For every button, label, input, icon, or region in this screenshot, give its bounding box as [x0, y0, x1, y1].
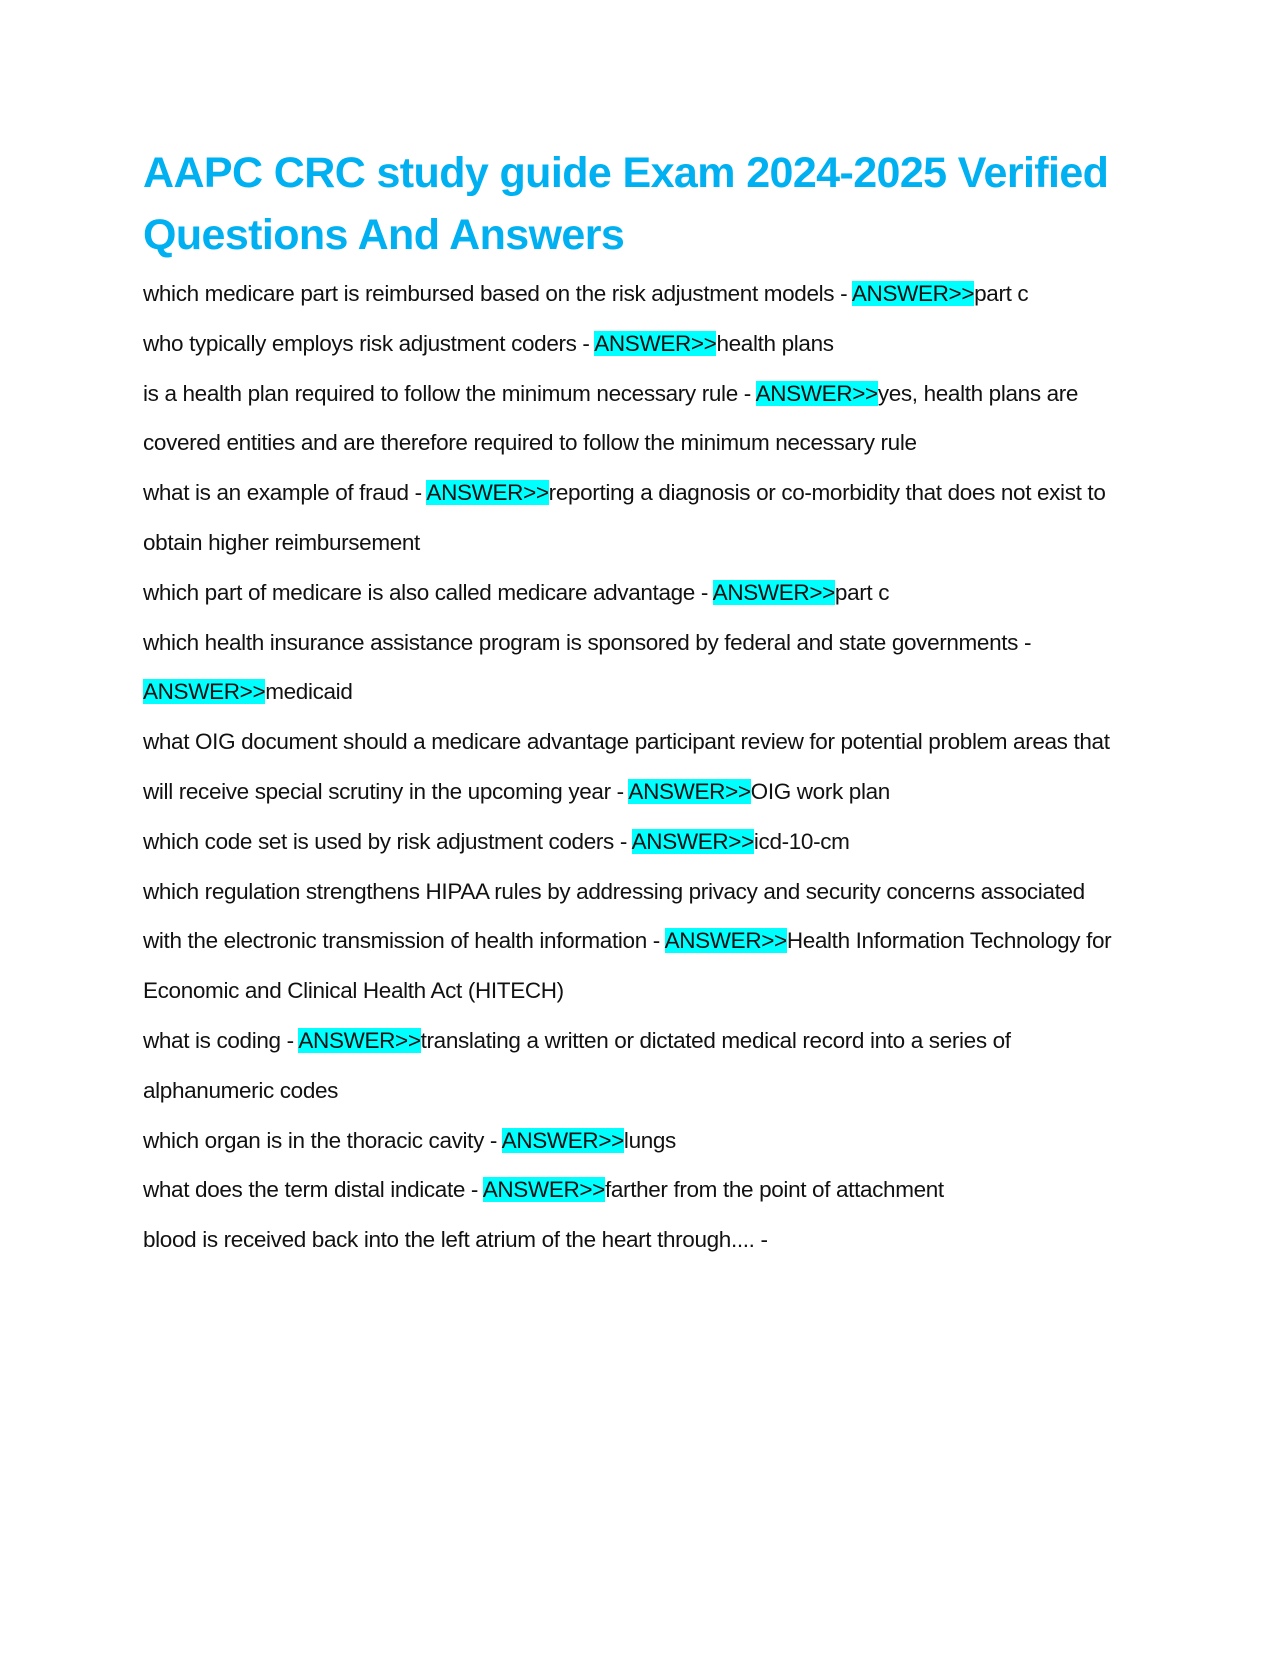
qa-item	[143, 618, 1118, 718]
question-text: what does the term distal indicate -	[143, 1177, 483, 1203]
qa-item	[143, 1165, 1118, 1215]
qa-item	[143, 468, 1118, 568]
question-text: which health insurance assistance program is sponsored by federal and state governments -	[143, 629, 1032, 655]
answer-marker: ANSWER>>	[851, 281, 975, 306]
answer-marker: ANSWER>>	[628, 778, 751, 804]
qa-item	[143, 817, 1118, 867]
answer-text: part c	[974, 281, 1029, 306]
answer-marker: ANSWER>>	[664, 928, 787, 954]
question-text: which regulation strengthens HIPAA rules by addressing privacy and security concerns associated with the electronic transmission of health information -	[143, 878, 1085, 954]
question-text: which organ is in the thoracic cavity -	[143, 1127, 502, 1153]
answer-text: medicaid	[265, 679, 353, 705]
document-title: AAPC CRC study guide Exam 2024-2025 Verified Questions And Answers	[143, 149, 1109, 259]
question-text: which medicare part is reimbursed based on the risk adjustment models -	[143, 281, 852, 306]
answer-marker: ANSWER>>	[298, 1027, 421, 1053]
question-text: what is coding -	[143, 1027, 299, 1053]
question-text: what OIG document should a medicare advantage participant review for potential problem areas that will receive special scrutiny in the upcoming year -	[143, 729, 1110, 804]
question-text: which part of medicare is also called medicare advantage -	[143, 579, 713, 605]
qa-item	[143, 1215, 1118, 1265]
answer-marker: ANSWER>>	[594, 330, 717, 356]
qa-item	[143, 269, 1118, 319]
qa-item	[143, 1016, 1118, 1116]
question-text: what is an example of fraud -	[143, 480, 427, 506]
answer-text: farther from the point of attachment	[604, 1177, 944, 1203]
answer-text: part c	[834, 579, 890, 605]
answer-text: yes, health plans are covered entities and are therefore required to follow the minimum necessary rule	[143, 380, 1079, 456]
answer-text: lungs	[623, 1127, 676, 1153]
answer-marker: ANSWER>>	[501, 1127, 624, 1153]
answer-text: reporting a diagnosis or co-morbidity that does not exist to obtain higher reimbursement	[143, 480, 1106, 555]
answer-text: Health Information Technology for Economic and Clinical Health Act (HITECH)	[143, 928, 1112, 1004]
question-text: blood is received back into the left atrium of the heart through.... -	[143, 1227, 768, 1253]
answer-marker: ANSWER>>	[143, 679, 266, 705]
document-page	[143, 142, 1118, 1265]
answer-marker: ANSWER>>	[426, 480, 549, 506]
question-text: which code set is used by risk adjustment coders -	[143, 828, 632, 854]
answer-marker: ANSWER>>	[631, 828, 754, 854]
answer-text: OIG work plan	[750, 778, 890, 804]
qa-item	[143, 1116, 1118, 1166]
qa-item	[143, 319, 1118, 369]
qa-item	[143, 568, 1118, 618]
answer-text: icd-10-cm	[753, 828, 850, 854]
answer-text: health plans	[716, 330, 834, 356]
answer-marker: ANSWER>>	[712, 579, 835, 605]
qa-item	[143, 867, 1118, 1016]
question-text: is a health plan required to follow the minimum necessary rule -	[143, 380, 756, 406]
qa-item	[143, 369, 1118, 469]
answer-marker: ANSWER>>	[482, 1177, 605, 1203]
answer-text: translating a written or dictated medical record into a series of alphanumeric codes	[143, 1027, 1011, 1103]
answer-marker: ANSWER>>	[755, 380, 878, 406]
question-text: who typically employs risk adjustment coders -	[143, 330, 595, 356]
qa-item	[143, 717, 1118, 817]
qa-list	[143, 269, 1118, 1265]
